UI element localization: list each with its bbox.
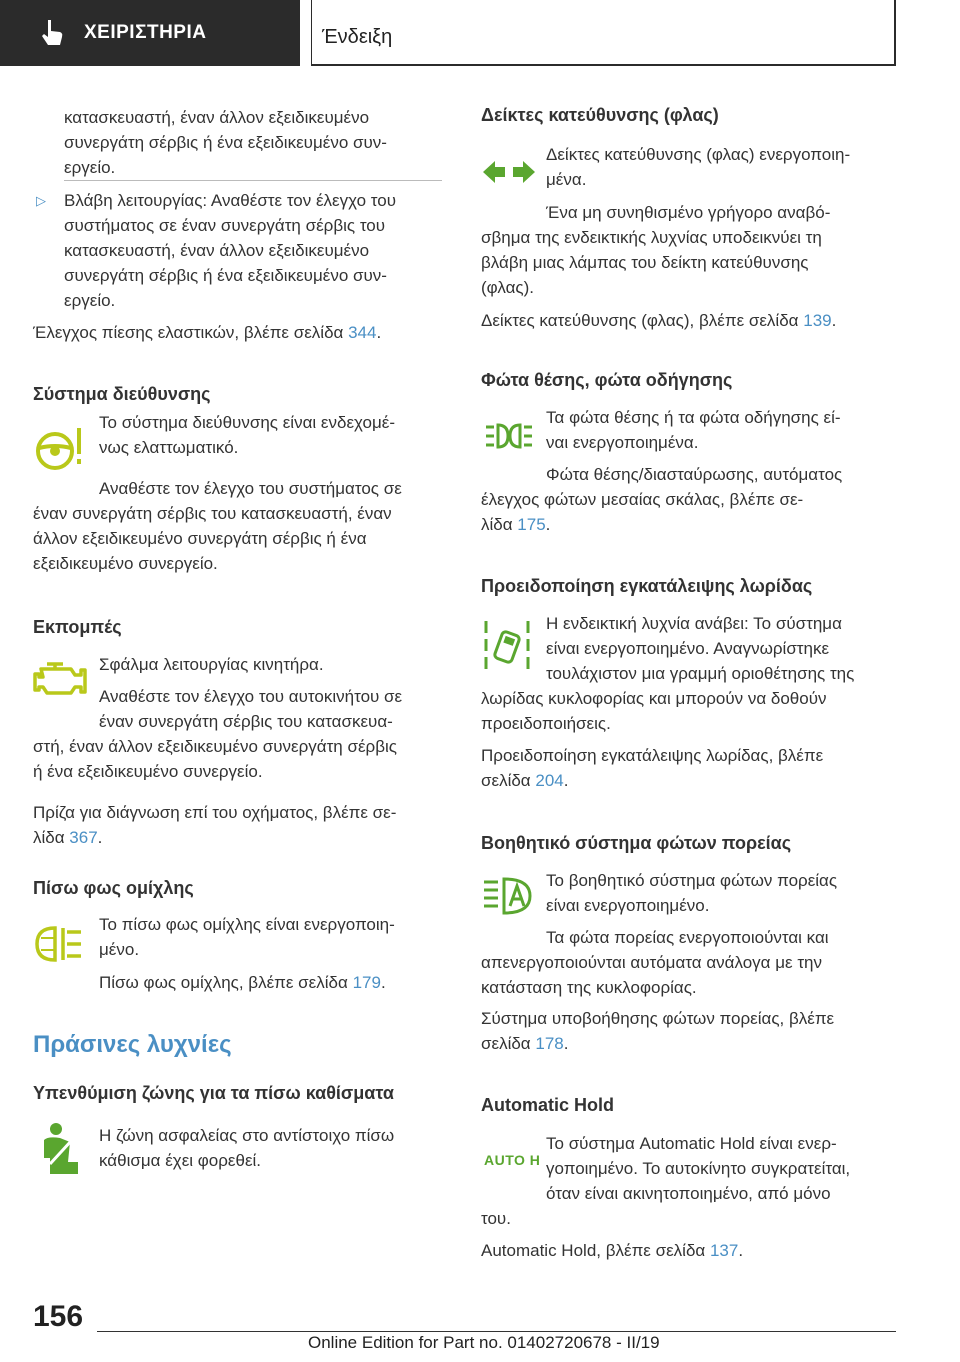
high-beam-assist-icon (482, 876, 534, 916)
lane-departure-icon (482, 617, 532, 673)
bullet-triangle-icon: ▷ (36, 193, 46, 208)
auto-hold-icon: AUTO H (484, 1152, 541, 1168)
footer-divider (97, 1331, 896, 1332)
turn-reference: Δείκτες κατεύθυνσης (φλας), βλέπε σελίδα 139. (481, 311, 837, 330)
lane-reference: Προειδοποίηση εγκατάλειψης λωρίδας, βλέπε σελίδα 204. (481, 746, 824, 790)
turn-text-1: Δείκτες κατεύθυνσης (φλας) ενεργοποιη- μένα. (546, 145, 851, 189)
lights-heading: Φώτα θέσης, φώτα οδήγησης (481, 370, 733, 390)
page-number: 156 (33, 1300, 84, 1333)
rear-fog-light-icon (33, 924, 85, 964)
steering-warning-icon (33, 426, 85, 472)
page-link-178[interactable]: 178 (535, 1034, 564, 1053)
page-link-344[interactable]: 344 (348, 323, 377, 342)
high-beam-heading: Βοηθητικό σύστημα φώτων πορείας (481, 833, 792, 853)
steering-heading: Σύστημα διεύθυνσης (33, 384, 211, 404)
steering-text-2: Αναθέστε τον έλεγχο του συστήματος σε έναν συνεργάτη σέρβις του κατασκευαστή, έναν άλλον εξειδικευμένο συνεργάτη σέρβις ή ένα εξειδικευμένο συνεργείο. (33, 479, 402, 573)
lane-text-1: Η ενδεικτική λυχνία ανάβει: Το σύστημα είναι ενεργοποιημένο. Αναγνωρίστηκε τουλάχιστον μια γραμμή οριοθέτησης της (546, 614, 855, 683)
emissions-text-2: Αναθέστε τον έλεγχο του αυτοκινήτου σε έναν συνεργάτη σέρβις του κατασκευα- στή, έναν άλλον εξειδικευμένο συνεργάτη σέρβις ή ένα εξειδικευμένο συνεργείο. (33, 687, 403, 781)
emissions-text-1: Σφάλμα λειτουργίας κινητήρα. (99, 655, 324, 674)
page-link-204[interactable]: 204 (535, 771, 564, 790)
section-tab[interactable] (0, 0, 300, 66)
fog-heading: Πίσω φως ομίχλης (33, 878, 194, 898)
malfunction-bullet: Βλάβη λειτουργίας: Αναθέστε τον έλεγχο του συστήματος σε έναν συνεργάτη σέρβις του κατασκευαστή, έναν άλλον εξειδικευμένο συνεργάτη σέρβις ή ένα εξειδικευμένο συν- εργείο. (64, 191, 397, 310)
divider (64, 180, 442, 181)
lane-text-1b: λωρίδας κυκλοφορίας και μπορούν να δοθούν προειδοποιήσεις. (481, 689, 827, 733)
page-title: Ένδειξη (311, 0, 896, 66)
page-link-179[interactable]: 179 (352, 973, 381, 992)
lane-heading: Προειδοποίηση εγκατάλειψης λωρίδας (481, 576, 813, 596)
page-link-367[interactable]: 367 (69, 828, 98, 847)
intro-paragraph: κατασκευαστή, έναν άλλον εξειδικευμένο συνεργάτη σέρβις ή ένα εξειδικευμένο συν- εργείο. (64, 108, 387, 177)
belt-text: Η ζώνη ασφαλείας στο αντίστοιχο πίσω κάθισμα έχει φορεθεί. (99, 1126, 395, 1170)
turn-signal-heading: Δείκτες κατεύθυνσης (φλας) (481, 105, 719, 125)
page-link-175[interactable]: 175 (517, 515, 546, 534)
turn-signal-icon (481, 157, 537, 187)
green-lights-heading: Πράσινες λυχνίες (33, 1031, 232, 1058)
lights-text-2: Φώτα θέσης/διασταύρωσης, αυτόματος έλεγχος φώτων μεσαίας σκάλας, βλέπε σε- λίδα 175. (481, 465, 843, 534)
steering-text-1: Το σύστημα διεύθυνσης είναι ενδεχομέ- νως ελαττωματικό. (99, 413, 395, 457)
lights-text-1: Τα φώτα θέσης ή τα φώτα οδήγησης εί- ναι ενεργοποιημένα. (546, 408, 841, 452)
tire-reference: Έλεγχος πίεσης ελαστικών, βλέπε σελίδα 344. (33, 323, 382, 342)
emissions-heading: Εκπομπές (33, 617, 122, 637)
seatbelt-icon (40, 1122, 84, 1176)
high-beam-reference: Σύστημα υποβοήθησης φώτων πορείας, βλέπε σελίδα 178. (481, 1009, 835, 1053)
page-link-137[interactable]: 137 (709, 1241, 739, 1260)
parking-lights-icon (484, 422, 534, 450)
automatic-hold-text-1: Το σύστημα Automatic Hold είναι ενερ- γοποιημένο. Το αυτοκίνητο συγκρατείται, όταν είναι ακινητοποιημένο, από μόνο (546, 1134, 851, 1203)
page-link-139[interactable]: 139 (803, 311, 832, 330)
diagnosis-reference: Πρίζα για διάγνωση επί του οχήματος, βλέπε σε- λίδα 367. (33, 803, 397, 847)
fog-text-1: Το πίσω φως ομίχλης είναι ενεργοποιη- μένο. (99, 915, 395, 959)
edition-footer: Online Edition for Part no. 01402720678 - II/19 (308, 1333, 660, 1352)
automatic-hold-reference: Automatic Hold, βλέπε σελίδα 137. (481, 1241, 744, 1260)
belt-heading: Υπενθύμιση ζώνης για τα πίσω καθίσματα (33, 1083, 394, 1103)
high-beam-text-1: Το βοηθητικό σύστημα φώτων πορείας είναι ενεργοποιημένο. (546, 871, 838, 915)
fog-reference: Πίσω φως ομίχλης, βλέπε σελίδα 179. (99, 973, 386, 992)
section-title: ΧΕΙΡΙΣΤΗΡΙΑ (84, 22, 207, 43)
hand-pointer-icon (40, 18, 64, 48)
automatic-hold-text-1b: του. (481, 1209, 511, 1228)
high-beam-text-2: Τα φώτα πορείας ενεργοποιούνται και απενεργοποιούνται αυτόματα ανάλογα με την κατάσταση της κυκλοφορίας. (481, 928, 829, 997)
turn-text-2: Ένα μη συνηθισμένο γρήγορο αναβό- σβημα της ενδεικτικής λυχνίας υποδεικνύει τη βλάβη μιας λάμπας του δείκτη κατεύθυνσης (φλας). (481, 203, 831, 297)
automatic-hold-heading: Automatic Hold (481, 1095, 614, 1115)
